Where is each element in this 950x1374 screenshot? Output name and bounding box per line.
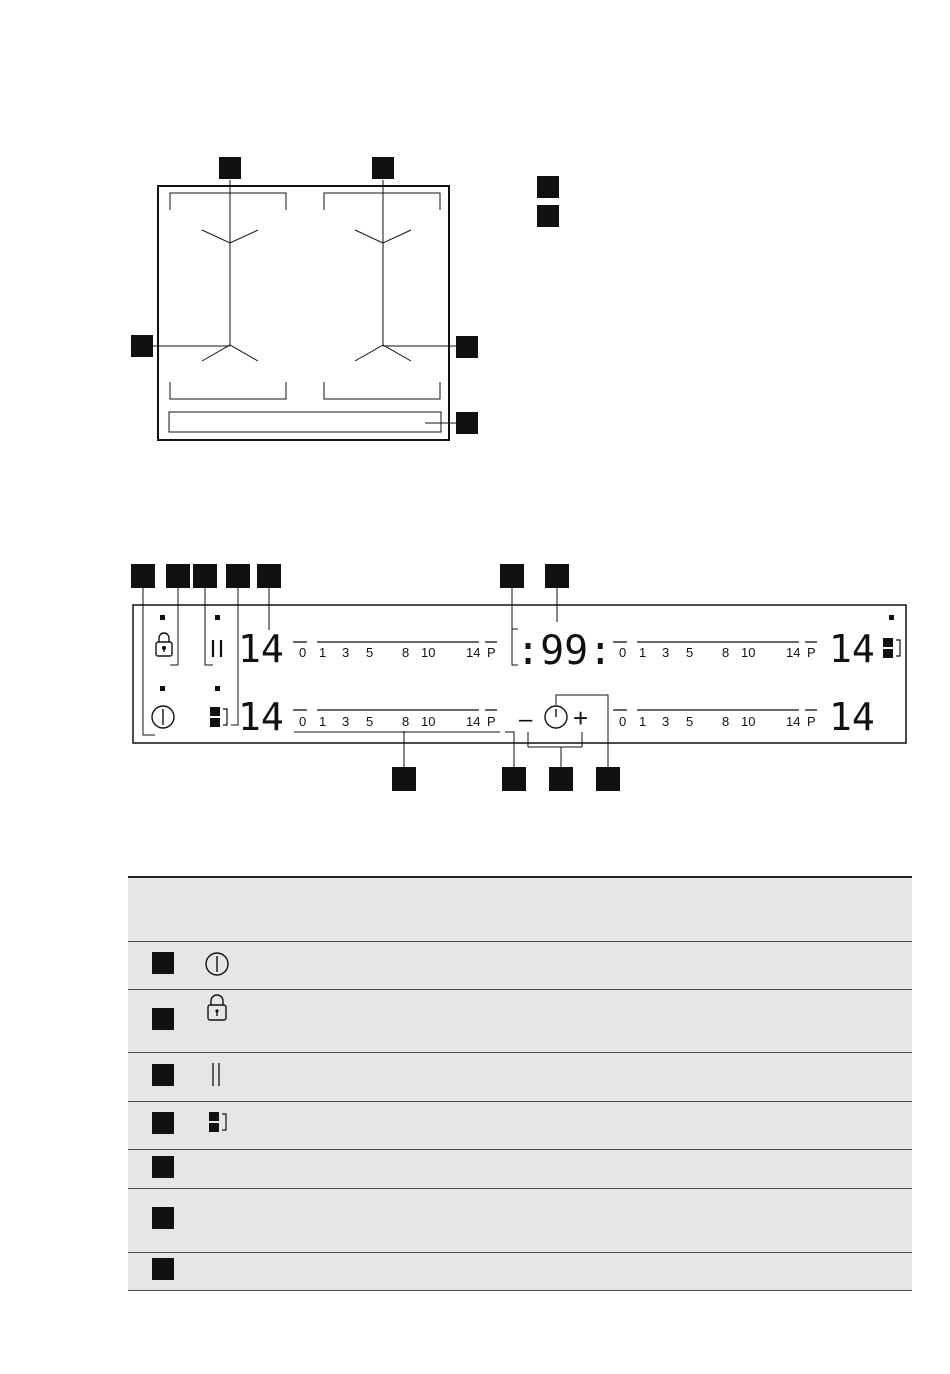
scale-label: 1 — [319, 714, 327, 729]
scale-label: P — [487, 714, 496, 729]
table-row — [128, 1189, 912, 1253]
scale-label: 8 — [402, 645, 410, 660]
row-marker — [152, 1258, 174, 1280]
scale-label: 3 — [342, 714, 350, 729]
scale-label: 0 — [299, 714, 307, 729]
scale-label: 1 — [319, 645, 327, 660]
table-row — [128, 1253, 912, 1291]
scale-label: 8 — [722, 645, 730, 660]
scale-label: 10 — [421, 645, 436, 660]
scale-label: P — [487, 645, 496, 660]
table-header-row — [128, 877, 912, 942]
scale-label: 8 — [402, 714, 410, 729]
timer-display: :99: — [516, 628, 613, 674]
row-text — [238, 942, 912, 990]
scale-label: P — [807, 645, 816, 660]
row-text — [238, 1189, 912, 1253]
scale-label: 14 — [786, 714, 801, 729]
row-text — [238, 990, 912, 1053]
top-callouts — [131, 564, 569, 588]
table-row — [128, 990, 912, 1053]
row-marker — [152, 1207, 174, 1229]
scale-label: 10 — [741, 645, 756, 660]
scale-label: 5 — [686, 714, 694, 729]
scale-label: 3 — [342, 645, 350, 660]
scale-label: 1 — [639, 645, 647, 660]
level-display-front-right: 14 — [829, 627, 875, 671]
scale-label: 14 — [786, 645, 801, 660]
bridge-icon — [198, 1102, 238, 1142]
scale-label: 0 — [619, 645, 627, 660]
table-row — [128, 1053, 912, 1102]
scale-label: 0 — [299, 645, 307, 660]
scale-label: 3 — [662, 645, 670, 660]
power-icon — [198, 942, 238, 982]
lock-symbol — [156, 633, 172, 656]
timer-power-symbol — [545, 706, 567, 728]
lock-icon — [198, 990, 238, 1030]
row-text — [238, 1053, 912, 1102]
pause-icon — [198, 1053, 238, 1093]
scale-label: 5 — [366, 645, 374, 660]
table-row — [128, 1102, 912, 1150]
row-marker — [152, 1112, 174, 1134]
level-display-rear-left: 14 — [238, 695, 284, 739]
row-marker — [152, 952, 174, 974]
row-marker — [152, 1008, 174, 1030]
row-text — [238, 1253, 912, 1291]
scale-label: 0 — [619, 714, 627, 729]
table-row — [128, 1150, 912, 1189]
scale-label: 14 — [466, 714, 481, 729]
scale-label: 5 — [686, 645, 694, 660]
scale-label: 10 — [741, 714, 756, 729]
pause-symbol — [213, 640, 221, 657]
bottom-callouts — [392, 767, 620, 791]
table-row — [128, 942, 912, 990]
scale-label: P — [807, 714, 816, 729]
plus-symbol: + — [573, 703, 589, 733]
scale-label: 3 — [662, 714, 670, 729]
row-marker — [152, 1156, 174, 1178]
level-display-rear-right: 14 — [829, 695, 875, 739]
row-text — [238, 1150, 912, 1189]
scale-label: 14 — [466, 645, 481, 660]
minus-symbol: – — [519, 706, 533, 733]
scale-label: 10 — [421, 714, 436, 729]
power-symbol — [152, 706, 174, 728]
row-marker — [152, 1064, 174, 1086]
row-text — [238, 1102, 912, 1150]
bridge-symbol-right — [883, 638, 900, 658]
level-display-front-left: 14 — [238, 627, 284, 671]
bridge-symbol — [210, 707, 227, 727]
scale-label: 1 — [639, 714, 647, 729]
panel-leader-lines — [143, 588, 608, 767]
scale-label: 8 — [722, 714, 730, 729]
legend-table — [128, 876, 912, 1291]
scale-label: 5 — [366, 714, 374, 729]
table-header — [128, 877, 912, 942]
